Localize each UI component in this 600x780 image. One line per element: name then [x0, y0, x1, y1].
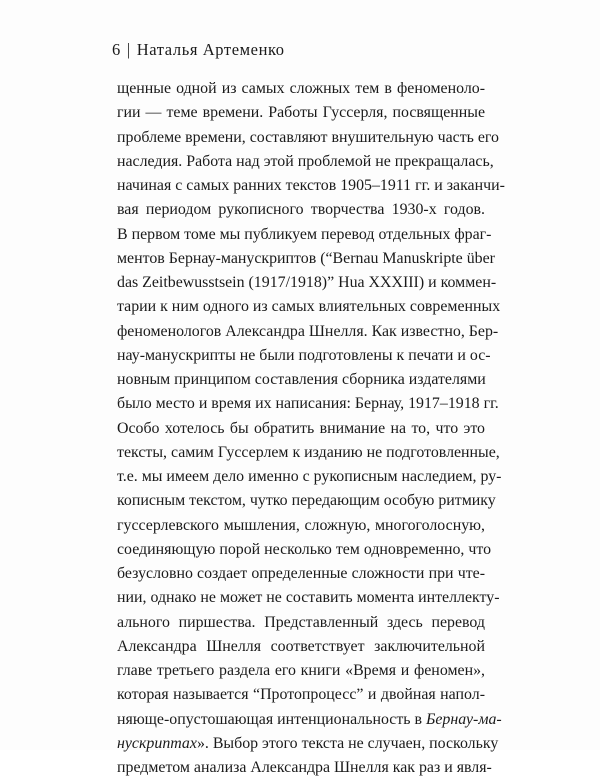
text-line: кописным текстом, чутко передающим особую ритмику [117, 492, 496, 510]
text-line: ментов Бернау-манускриптов (“Bernau Manuskripte über [117, 249, 495, 267]
text-line: ального пиршества. Представленный здесь перевод [117, 613, 485, 631]
italic-fragment: нускриптах [117, 734, 197, 752]
text-line: которая называется “Протопроцесс” и двойная напол- [117, 686, 485, 704]
text-line: гии — теме времени. Работы Гуссерля, посвященные [117, 104, 485, 122]
text-line: нау-манускрипты не были подготовлены к печати и ос- [117, 346, 491, 364]
header-separator: | [126, 40, 131, 59]
text-line: В первом томе мы публикуем перевод отдельных фраг- [117, 225, 492, 243]
body-text [117, 77, 505, 780]
text-line: тексты, самим Гуссерлем к изданию не подготовленные, [117, 443, 500, 461]
text-line: наследия. Работа над этой проблемой не прекращалась, [117, 152, 494, 170]
text-line: гуссерлевского мышления, сложную, многоголосную, [117, 516, 485, 534]
text-line: щенные одной из самых сложных тем в феноменоло- [117, 80, 485, 97]
text-line: феноменологов Александра Шнелля. Как известно, Бер- [117, 322, 499, 340]
text-line: соединяющую порой несколько тем одновременно, что [117, 540, 492, 558]
text-line: безусловно создает определенные сложности при чте- [117, 565, 485, 582]
text-line: тарии к ним одного из самых влиятельных современных [117, 298, 501, 316]
author-name: Наталья Артеменко [136, 40, 285, 59]
running-header [112, 40, 285, 60]
page-number: 6 [112, 40, 121, 59]
text-fragment: ». Выбор этого текста не случаен, поскольку [196, 734, 499, 752]
text-fragment: няюще-опустошающая интенциональность в [117, 710, 426, 728]
text-line: нии, однако не может не составить момента интеллекту- [117, 589, 500, 607]
text-line: Александра Шнелля соответствует заключительной [117, 637, 485, 655]
text-line: главе третьего раздела его книги «Время и феномен», [117, 662, 485, 679]
text-line: Особо хотелось бы обратить внимание на то, что это [117, 419, 485, 437]
italic-fragment: Бернау-ма- [426, 710, 502, 728]
text-line: вая периодом рукописного творчества 1930-х годов. [117, 201, 485, 219]
text-line [117, 732, 499, 756]
text-line: das Zeitbewusstsein (1917/1918)” Hua XXXIII) и коммен- [117, 274, 497, 291]
text-line: было место и время их написания: Бернау, 1917–1918 гг. [117, 395, 499, 413]
text-line: новным принципом составления сборника издателями [117, 371, 486, 388]
text-line: т.е. мы имеем дело именно с рукописным наследием, ру- [117, 468, 502, 485]
text-line: начиная с самых ранних текстов 1905–1911 гг. и заканчи- [117, 177, 505, 194]
text-line: проблеме времени, составляют внушительную часть его [117, 128, 500, 146]
text-line: предметом анализа Александра Шнелля как раз и явля- [117, 759, 492, 776]
text-line [117, 708, 502, 732]
